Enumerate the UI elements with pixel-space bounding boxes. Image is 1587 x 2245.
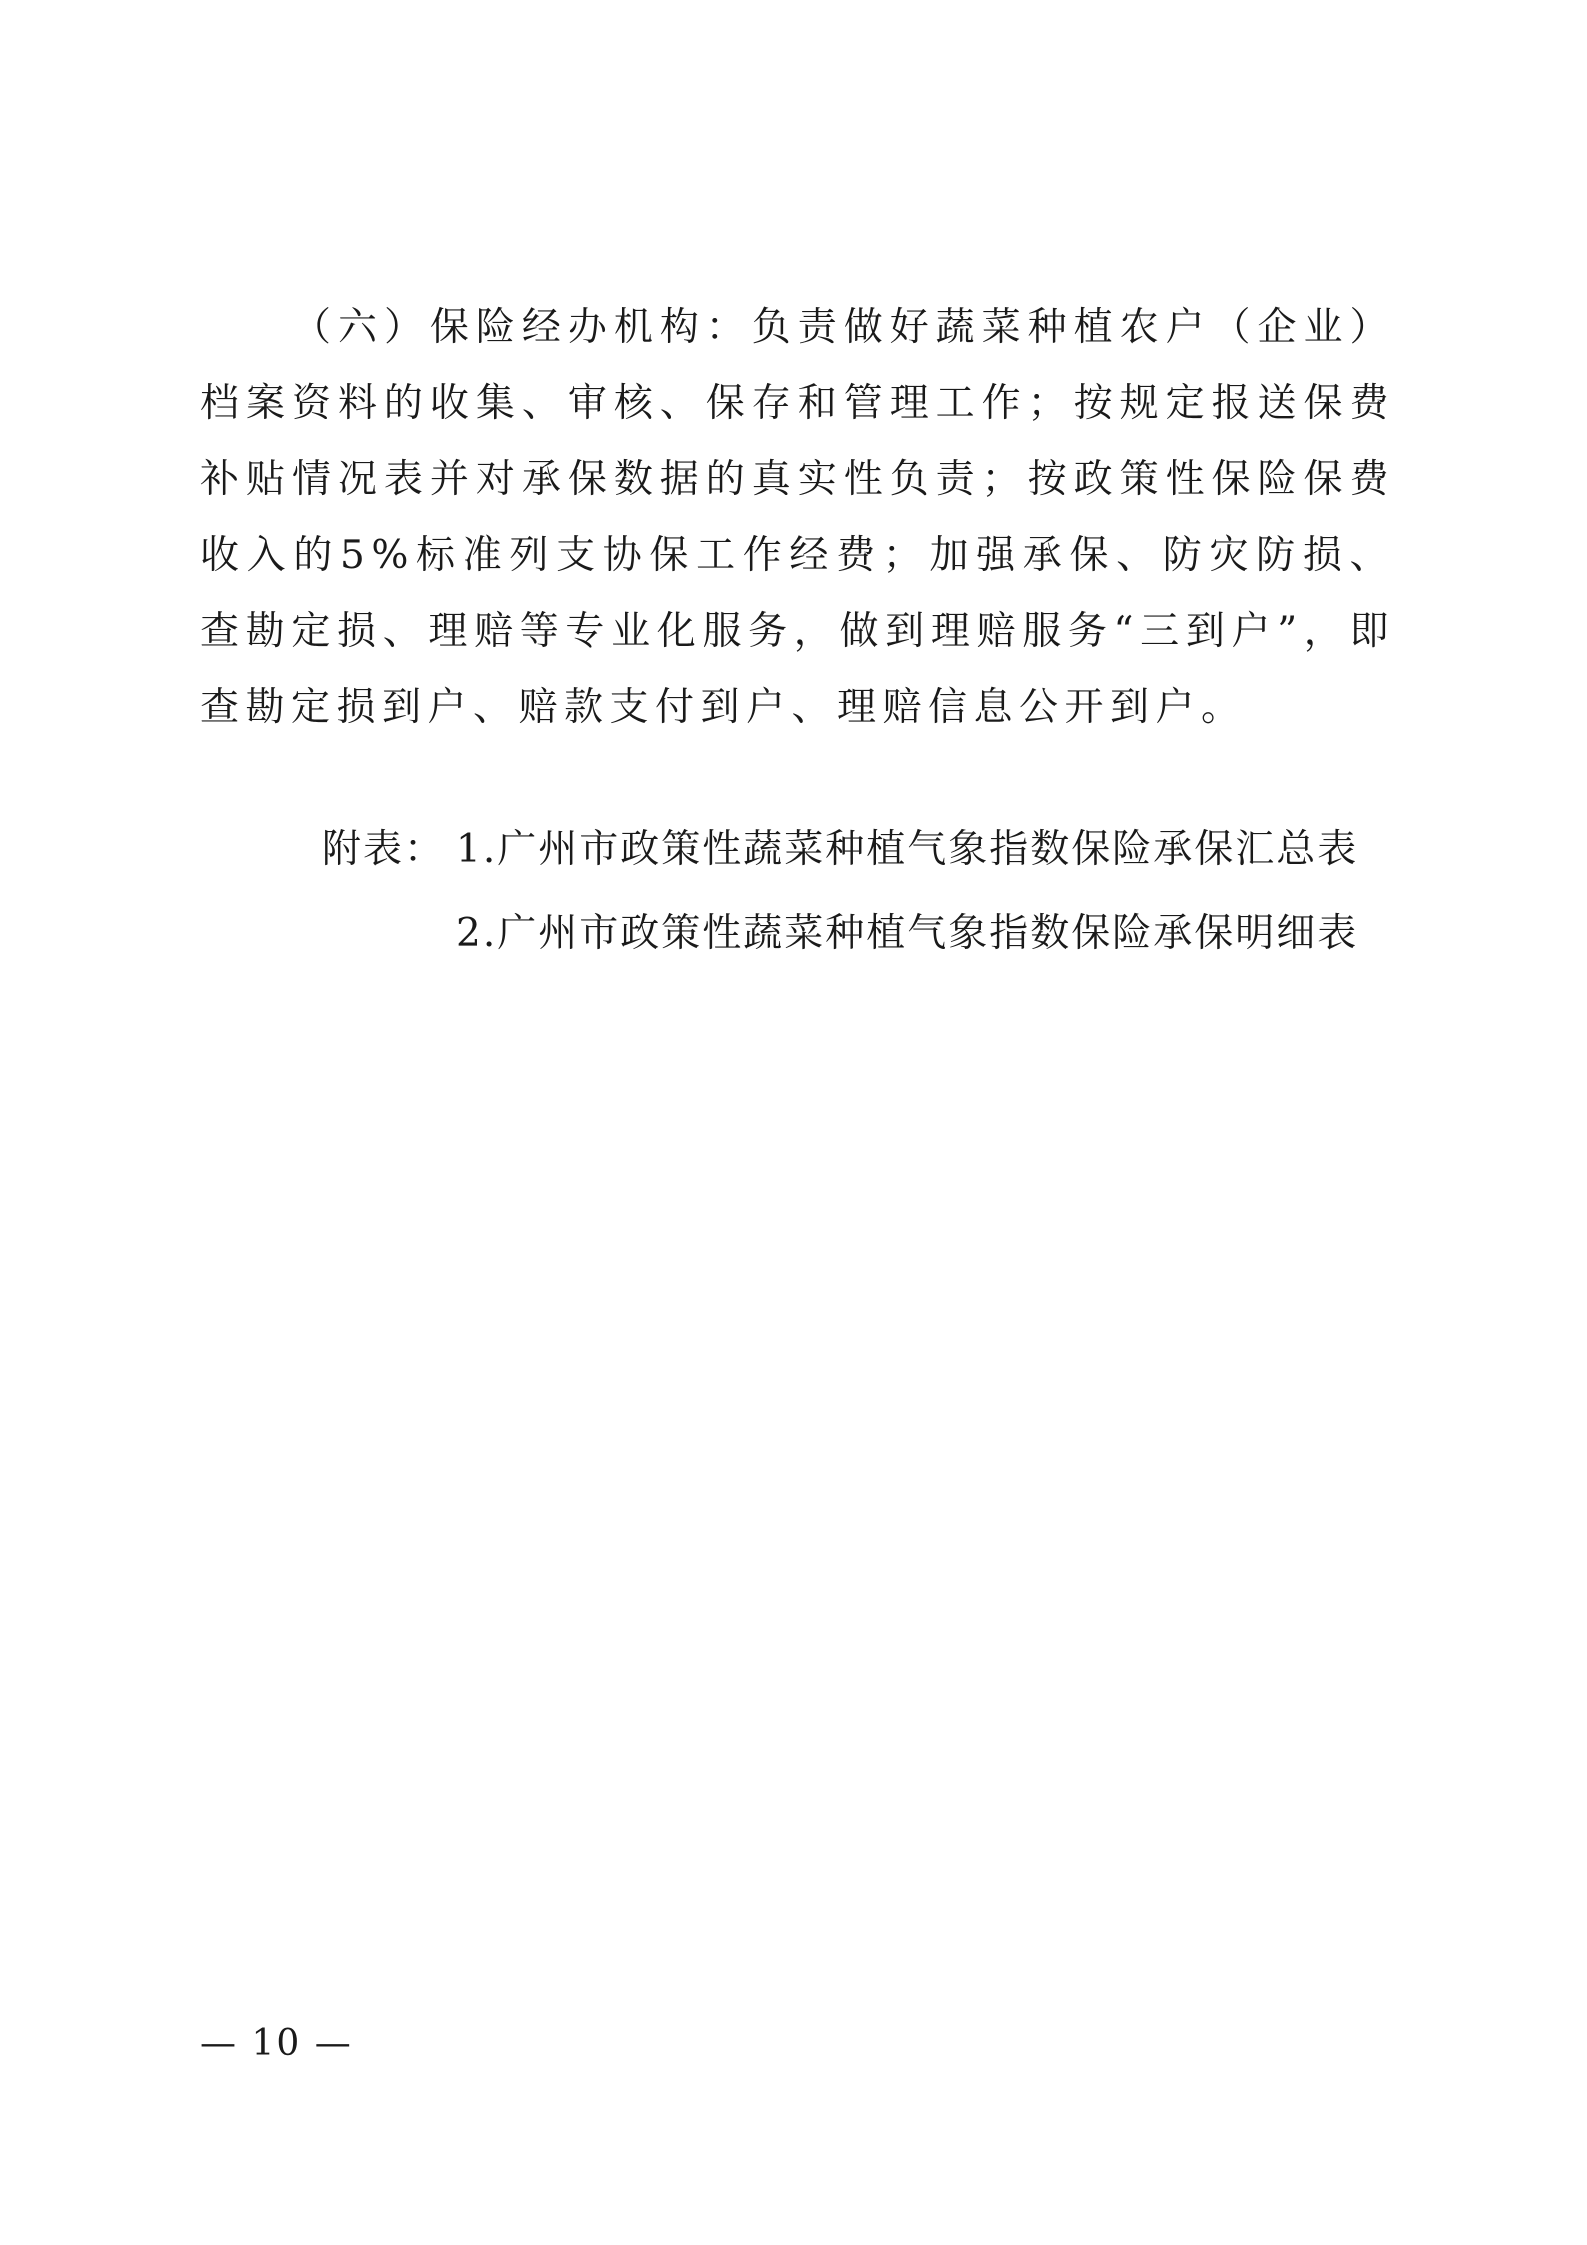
attachment-item: [322, 808, 1358, 892]
attachment-item: [322, 892, 1358, 976]
attachments-label: 附表：: [322, 827, 446, 872]
attachment-title: 2.广州市政策性蔬菜种植气象指数保险承保明细表: [456, 911, 1359, 956]
body-paragraph: （六）保险经办机构：负责做好蔬菜种植农户（企业）档案资料的收集、审核、保存和管理工作；按规定报送保费补贴情况表并对承保数据的真实性负责；按政策性保险保费收入的5%标准列支协保工作经费；加强承保、防灾防损、查勘定损、理赔等专业化服务，做到理赔服务“三到户”，即查勘定损到户、赔款支付到户、理赔信息公开到户。: [200, 305, 1395, 730]
attachments-list: [322, 808, 1358, 976]
page-number: — 10 —: [200, 2023, 353, 2064]
attachment-title: 1.广州市政策性蔬菜种植气象指数保险承保汇总表: [456, 827, 1359, 872]
